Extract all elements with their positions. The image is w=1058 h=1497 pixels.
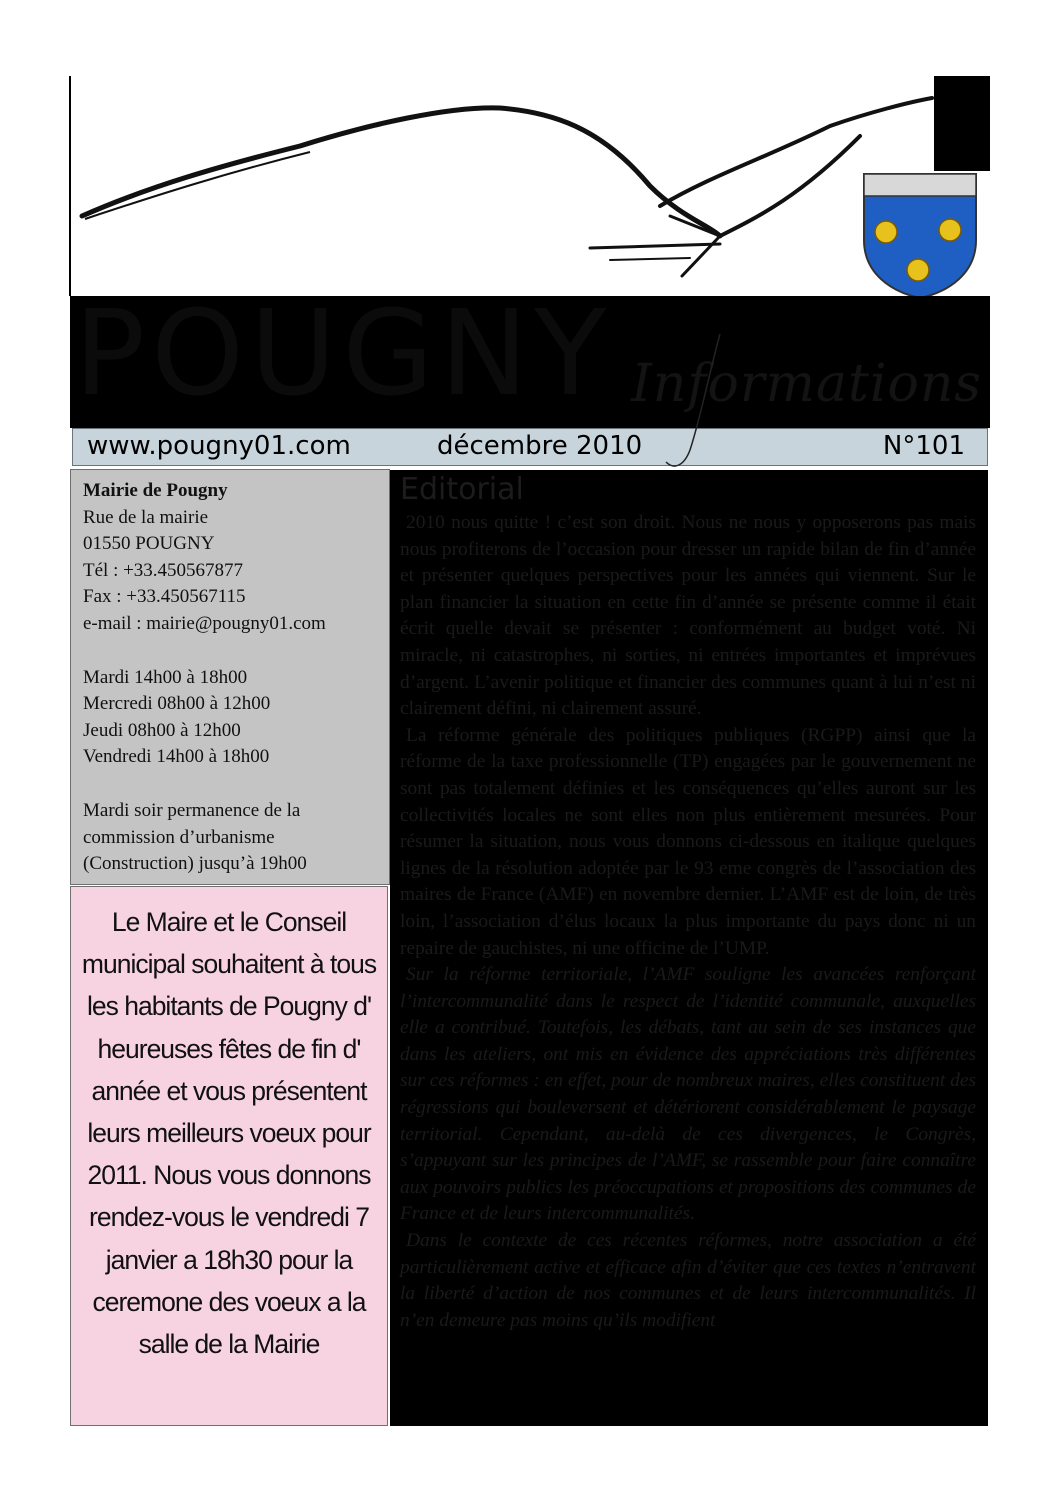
greeting-box (70, 886, 388, 1426)
email-address[interactable]: e-mail : mairie@pougny01.com (83, 612, 326, 634)
mairie-info-box (70, 469, 390, 885)
issue-date: décembre 2010 (437, 431, 643, 461)
permanence-note: Mardi soir permanence de la (83, 799, 301, 821)
mairie-name: Mairie de Pougny (83, 480, 228, 501)
mountain-sketch-icon (70, 76, 990, 296)
phone-number: Tél : +33.450567877 (83, 559, 244, 581)
masthead (70, 296, 990, 428)
opening-hours: Vendredi 14h00 à 18h00 (83, 746, 270, 768)
address-line: Rue de la mairie (83, 506, 209, 528)
editorial-heading: Editorial (400, 472, 524, 507)
issue-number: N°101 (882, 431, 965, 461)
editorial-paragraph: 2010 nous quitte ! c’est son droit. Nous ne nous y opposerons pas mais nous profiterons de l’occasion pour dresser un rapide bilan de fin d’année et présenter quelques perspectives pour les années qui viennent. Sur le plan financier la situation en cette fin d’année se présente comme il était écrit quelle devait se présenter : conformément au budget voté. Ni miracle, ni catastrophes, ni sorties, ni entrées importantes et imprévues d’argent. L’avenir politique et financier des communes quant à lui n’est ni clairement défini, ni clairement assuré. (400, 512, 976, 720)
permanence-note: (Construction) jusqu’à 19h00 (83, 853, 307, 875)
greeting-text: Le Maire et le Conseil municipal souhaitent à tous les habitants de Pougny d' heureuses fêtes de fin d' année et vous présentent leurs meilleurs voeux pour 2011. Nous vous donnons rendez-vous le vendredi 7 janvier a 18h30 pour la ceremone des voeux a la salle de la Mairie (81, 907, 377, 1360)
editorial-paragraph: La réforme générale des politiques publiques (RGPP) ainsi que la réforme de la taxe professionnelle (TP) engagées par le gouvernement ne sont pas totalement définies et les conséquences qu’elles auront sur les collectivités locales ne sont elles non plus entièrement mesurées. Pour résumer la situation, nous vous donnons ci-dessous en italique quelques lignes de la résolution adoptée par le 93 eme congrès de l’association des maires de France (AMF) en novembre dernier. L’AMF est de loin, de très loin, l’association d’élus locaux la plus importante du pays donc ni un repaire de gauchistes, ni une officine de l’UMP. (400, 724, 976, 959)
address-line: 01550 POUGNY (83, 533, 215, 555)
script-swirl-icon (660, 330, 730, 480)
opening-hours: Mardi 14h00 à 18h00 (83, 666, 248, 688)
website-link[interactable]: www.pougny01.com (87, 431, 351, 461)
editorial-body (400, 510, 976, 1334)
issue-strip (72, 428, 988, 466)
editorial-paragraph-italic: Sur la réforme territoriale, l’AMF souligne les avancées renforçant l’intercommunalité dans le respect de l’identité communale, auxquelles elle a contribué. Toutefois, les débats, tant au sein de ses instances que dans les ateliers, ont mis en évidence des appréciations très différentes sur ces réformes : en effet, pour de nombreux maires, elles constituent des régressions qui bouleversent et détériorent considérablement le paysage territorial. Cependant, au-delà de ces divergences, le Congrès, s’appuyant sur les principes de l’AMF, se rassemble pour faire connaître aux pouvoirs publics les préoccupations et propositions des communes de France et de leurs intercommunalités. (400, 964, 976, 1225)
editorial-paragraph-italic: Dans le contexte de ces récentes réformes, notre association a été particulièrement active et efficace afin d’éviter que ces textes n’entravent la liberté d’action de nos communes et de leurs intercommunalités. Il n’en demeure pas moins qu’ils modifient (400, 1230, 976, 1331)
masthead-subtitle: Informations (631, 354, 982, 414)
permanence-note: commission d’urbanisme (83, 826, 275, 848)
header-corner-block (934, 76, 990, 171)
editorial-column (390, 470, 988, 1426)
fax-number: Fax : +33.450567115 (83, 586, 246, 608)
coat-of-arms-icon (860, 170, 980, 302)
header-left-rule (69, 76, 71, 296)
header-illustration (70, 76, 990, 296)
opening-hours: Mercredi 08h00 à 12h00 (83, 693, 271, 715)
opening-hours: Jeudi 08h00 à 12h00 (83, 719, 241, 741)
masthead-title: POUGNY (74, 296, 613, 422)
